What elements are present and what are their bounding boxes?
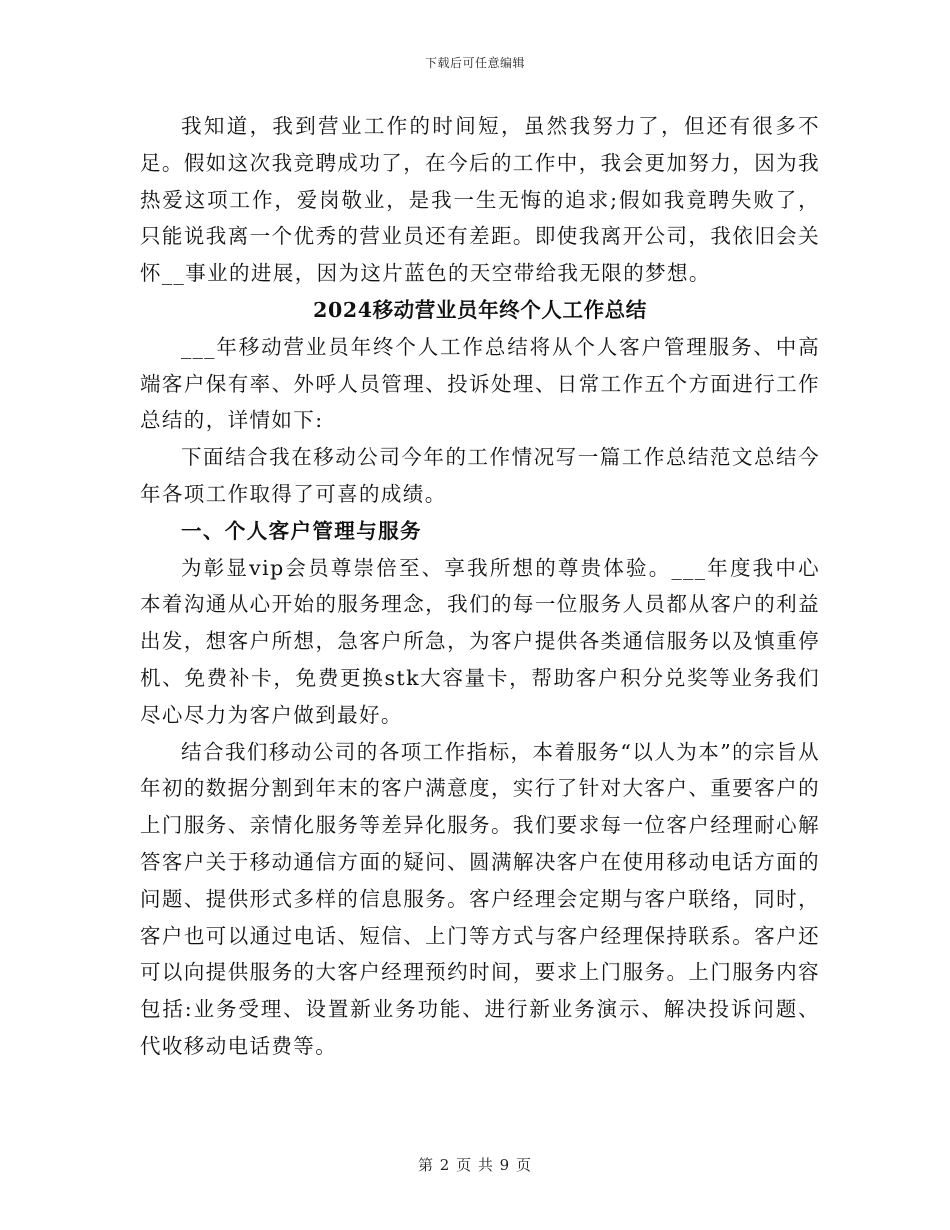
paragraph-customer-manager-service: 结合我们移动公司的各项工作指标，本着服务“以人为本”的宗旨从年初的数据分割到年末的客户满意度，实行了针对大客户、重要客户的上门服务、亲情化服务等差异化服务。我们要求每一位客户经理耐心解答客户关于移动通信方面的疑问、圆满解决客户在使用移动电话方面的问题、提供形式多样的信息服务。客户经理会定期与客户联络，同时，客户也可以通过电话、短信、上门等方式与客户经理保持联系。客户还可以向提供服务的大客户经理预约时间，要求上门服务。上门服务内容包括:业务受理、设置新业务功能、进行新业务演示、解决投诉问题、代收移动电话费等。 [140,739,820,1058]
paragraph-summary-intro: ___年移动营业员年终个人工作总结将从个人客户管理服务、中高端客户保有率、外呼人员管理、投诉处理、日常工作五个方面进行工作总结的，详情如下: [140,334,820,433]
paragraph-closing-statement: 我知道，我到营业工作的时间短，虽然我努力了，但还有很多不足。假如这次我竞聘成功了，在今后的工作中，我会更加努力，因为我热爱这项工作，爱岗敬业，是我一生无悔的追求;假如我竟聘失败了，只能说我离一个优秀的营业员还有差距。即使我离开公司，我依旧会关怀__事业的进展，因为这片蓝色的天空带给我无限的梦想。 [140,114,820,286]
header-note: 下载后可任意编辑 [424,56,525,70]
document-title: 2024移动营业员年终个人工作总结 [313,297,647,322]
section-heading: 一、个人客户管理与服务 [181,518,422,543]
paragraph-summary-context: 下面结合我在移动公司今年的工作情况写一篇工作总结范文总结今年各项工作取得了可喜的成绩。 [140,445,820,506]
document-body [140,108,820,1065]
page-number: 第 2 页 共 9 页 [418,1156,532,1174]
paragraph-vip-service: 为彰显vip会员尊崇倍至、享我所想的尊贵体验。___年度我中心本着沟通从心开始的服务理念，我们的每一位服务人员都从客户的利益出发，想客户所想，急客户所急，为客户提供各类通信服务以及慎重停机、免费补卡，免费更换stk大容量卡，帮助客户积分兑奖等业务我们尽心尽力为客户做到最好。 [140,555,820,727]
